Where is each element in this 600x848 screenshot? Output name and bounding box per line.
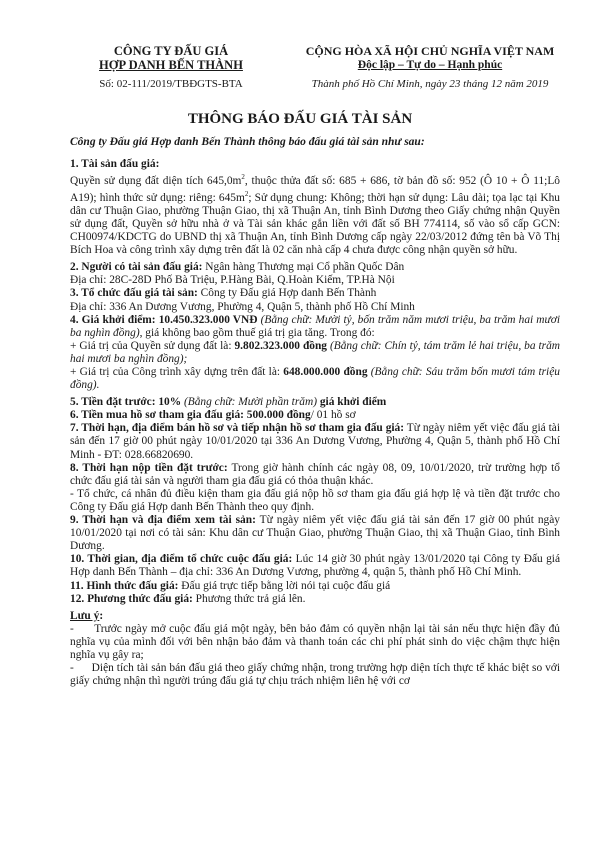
intro-line: Công ty Đấu giá Hợp danh Bến Thành thông báo đấu giá tài sản như sau: — [70, 136, 425, 148]
section-4-building-value: + Giá trị của Công trình xây dựng trên đất là: 648.000.000 đồng (Bằng chữ: Sáu trăm bốn mươi tám triệu đồng). — [70, 366, 560, 392]
section-11: 11. Hình thức đấu giá: Đấu giá trực tiếp bằng lời nói tại cuộc đấu giá — [70, 579, 391, 592]
section-9: 9. Thời hạn và địa điểm xem tài sản: Từ ngày niêm yết việc đấu giá tài sản đến 17 giờ 00 phút ngày 10/01/2020 tại nơi có tài sản: Khu dân cư Thuận Giao, phường Thuận Giao, thị xã Thuận Giao, tỉnh Bình Dương. — [70, 514, 560, 553]
section-4-land-value: + Giá trị của Quyền sử dụng đất là: 9.802.323.000 đồng (Bằng chữ: Chín tỷ, tám trăm lẻ hai triệu, ba trăm hai mươi ba nghìn đồng); — [70, 339, 560, 365]
page-title: THÔNG BÁO ĐẤU GIÁ TÀI SẢN — [187, 111, 413, 127]
section-3: 3. Tổ chức đấu giá tài sản: Công ty Đấu giá Hợp danh Bến Thành — [70, 287, 377, 300]
section-8: 8. Thời hạn nộp tiền đặt trước: Trong giờ hành chính các ngày 08, 09, 10/01/2020, trừ trường hợp tổ chức đấu giá tài sản và người tham gia đấu giá có thỏa thuận khác. — [70, 461, 560, 487]
section-1-text: Quyền sử dụng đất diện tích $645,0m^2$, thuộc thửa đất số: 685 + 686, tờ bản đồ số: 952 (Ô 10 + Ô 11;Lô A19); hình thức sử dụng: riêng: $645m^2$; Sử dụng chung: Không; thời hạn sử dụng: Lâu dài; tọa lạc tại Khu dân cư Thuận Giao, phường Thuận Giao, thị xã Thuận An, tỉnh Bình Dương theo Giấy chứng nhận Quyền sử dụng đất, Quyền sở hữu nhà ở và Tài sản khác gắn liền với đất số BH 774114, số vào sổ cấp GCN: CH00974/KDCTG do UBND thị xã Thuận An, tỉnh Bình Dương cấp ngày 22/03/2012 đứng tên bà Võ Thị Bích Hoa và công trình xây dựng trên đất là 02 căn nhà cấp 4 chưa được công nhận quyền sở hữu. — [70, 173, 560, 257]
issue-date: Thành phố Hồ Chí Minh, ngày 23 tháng 12 năm 2019 — [311, 78, 549, 90]
section-3-address: Địa chỉ: 336 An Dương Vương, Phường 4, Quận 5, thành phố Hồ Chí Minh — [70, 300, 415, 313]
note-heading: Lưu ý: — [70, 609, 104, 622]
section-2-address: Địa chỉ: 28C-28D Phố Bà Triệu, P.Hàng Bài, Q.Hoàn Kiếm, TP.Hà Nội — [70, 274, 395, 287]
section-5: 5. Tiền đặt trước: 10% (Bằng chữ: Mười phần trăm) giá khởi điểm — [70, 396, 387, 409]
company-name-line1: CÔNG TY ĐẤU GIÁ — [113, 44, 229, 58]
notice-body — [70, 158, 563, 688]
national-slogan: Độc lập – Tự do – Hạnh phúc — [357, 59, 503, 71]
section-7: 7. Thời hạn, địa điểm bán hồ sơ và tiếp nhận hồ sơ tham gia đấu giá: Từ ngày niêm yết việc đấu giá tài sản đến 17 giờ 00 phút ngày 10/01/2020 tại 336 An Dương Vương, Phường 4, Quận 5, thành phố Hồ Chí Minh - ĐT: 028.66820690. — [70, 422, 560, 461]
note-paragraph-1: - Trước ngày mở cuộc đấu giá một ngày, bên bảo đảm có quyền nhận lại tài sản nếu thực hiện đầy đủ nghĩa vụ của mình đối với bên nhận bảo đảm và thanh toán các chi phí phát sinh do việc chậm thực hiện nghĩa vụ gây ra; — [70, 622, 563, 661]
section-2: 2. Người có tài sản đấu giá: Ngân hàng Thương mại Cổ phần Quốc Dân — [70, 261, 405, 274]
section-1-heading: 1. Tài sản đấu giá: — [70, 158, 160, 170]
section-8-note: - Tổ chức, cá nhân đủ điều kiện tham gia đấu giá nộp hồ sơ tham gia đấu giá hợp lệ và tiền đặt trước cho Công ty Đấu giá Hợp danh Bến Thành theo quy định. — [70, 487, 560, 513]
company-header — [66, 44, 276, 91]
section-6: 6. Tiền mua hồ sơ tham gia đấu giá: 500.000 đồng/ 01 hồ sơ — [70, 409, 356, 422]
note-paragraph-2: - Diện tích tài sản bán đấu giá theo giấy chứng nhận, trong trường hợp diện tích thực tế khác biệt so với giấy chứng nhận thì người trúng đấu giá tự chịu trách nhiệm liên hệ với cơ — [70, 662, 563, 688]
national-motto: CỘNG HÒA XÃ HỘI CHỦ NGHĨA VIỆT NAM — [305, 44, 555, 58]
national-header — [280, 44, 580, 91]
document-number: Số: 02-111/2019/TBĐGTS-BTA — [99, 78, 243, 90]
section-12: 12. Phương thức đấu giá: Phương thức trả giá lên. — [70, 592, 306, 605]
section-4: 4. Giá khởi điểm: 10.450.323.000 VNĐ (Bằng chữ: Mười tỷ, bốn trăm năm mươi triệu, ba trăm hai mươi ba nghìn đồng), giá không bao gồm thuế giá trị gia tăng. Trong đó: — [70, 313, 560, 339]
section-10: 10. Thời gian, địa điểm tổ chức cuộc đấu giá: Lúc 14 giờ 30 phút ngày 13/01/2020 tại Công ty Đấu giá Hợp danh Bến Thành – địa chỉ: 336 An Dương Vương, phường 4, quận 5, thành phố Hồ Chí Minh. — [70, 553, 560, 579]
company-name-line2: HỢP DANH BẾN THÀNH — [99, 58, 243, 72]
